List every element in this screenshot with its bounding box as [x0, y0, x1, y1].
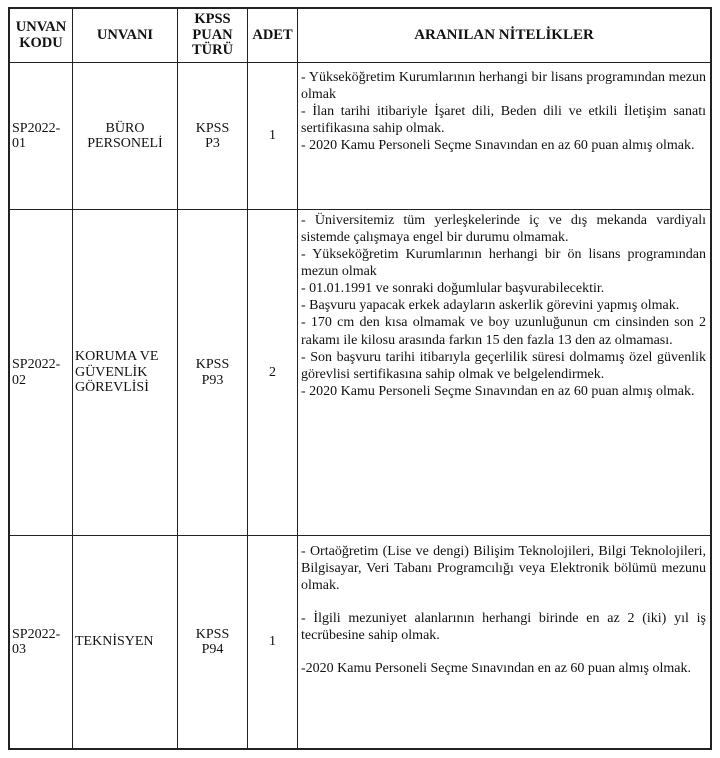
- header-puan: [178, 9, 248, 63]
- row-code-line1: SP2022-: [12, 357, 61, 373]
- row-code: [10, 210, 73, 536]
- table-row: [10, 210, 711, 536]
- row-requirements: [298, 210, 711, 536]
- requirement-item: - Üniversitemiz tüm yerleşkelerinde iç ve dış mekanda vardiyalı sistemde çalışmaya engel bir durumu olmamak.: [301, 213, 706, 246]
- row-puan-line2: P94: [201, 642, 224, 657]
- header-code-line1: UNVAN: [15, 18, 67, 35]
- job-requirements-table: [8, 7, 712, 750]
- header-puan-line1: KPSS: [194, 10, 231, 27]
- row-puan-line1: KPSS: [195, 120, 230, 136]
- row-requirements: [298, 63, 711, 210]
- header-row: [10, 9, 711, 63]
- row-puan: [178, 536, 248, 749]
- header-puan-line3: TÜRÜ: [191, 42, 234, 59]
- row-code-line1: SP2022-: [12, 120, 61, 136]
- row-requirements: [298, 536, 711, 749]
- requirement-item: - İlgili mezuniyet alanlarının herhangi birinde en az 2 (iki) yıl iş tecrübesine sahip olmak.: [301, 611, 706, 644]
- row-unvan-line1: KORUMA VE: [75, 349, 159, 365]
- requirement-item: - İlan tarihi itibariyle İşaret dili, Beden dili ve etkili İletişim sanatı sertifikasına sahip olmak.: [301, 104, 706, 137]
- row-puan: [178, 63, 248, 210]
- header-code-line2: KODU: [19, 34, 63, 51]
- header-nitelik: ARANILAN NİTELİKLER: [298, 9, 711, 63]
- row-code: [10, 536, 73, 749]
- row-code: [10, 63, 73, 210]
- requirement-item: - Ortaöğretim (Lise ve dengi) Bilişim Teknolojileri, Bilgi Teknolojileri, Bilgisayar, Veri Tabanı Programcılığı veya Elektronik bölümü mezunu olmak.: [301, 544, 706, 594]
- header-unvan: UNVANI: [73, 9, 178, 63]
- row-puan: [178, 210, 248, 536]
- requirement-item: - Yükseköğretim Kurumlarının herhangi bir lisans programından mezun olmak: [301, 70, 706, 103]
- requirement-item: - 170 cm den kısa olmamak ve boy uzunluğunun cm cinsinden son 2 rakamı ile kilosu arasında farkın 15 den fazla 13 den az olmaması.: [301, 315, 706, 348]
- row-unvan-line1: TEKNİSYEN: [75, 634, 154, 650]
- header-adet: ADET: [248, 9, 298, 63]
- row-unvan: [73, 536, 178, 749]
- row-unvan: [73, 210, 178, 536]
- header-code: [10, 9, 73, 63]
- row-puan-line1: KPSS: [195, 357, 230, 373]
- requirement-item: - Son başvuru tarihi itibarıyla geçerlilik süresi dolmamış özel güvenlik görevlisi sertifikasına sahip olmak ve belgelendirmek.: [301, 349, 706, 382]
- row-adet: 2: [248, 210, 298, 536]
- row-puan-line2: P3: [205, 136, 220, 151]
- header-puan-line2: PUAN: [192, 26, 233, 43]
- row-unvan-line2: PERSONELİ: [87, 136, 163, 151]
- row-code-line2: 01: [12, 136, 26, 151]
- requirement-item: -2020 Kamu Personeli Seçme Sınavından en az 60 puan almış olmak.: [301, 661, 691, 677]
- row-puan-line2: P93: [201, 372, 224, 388]
- row-puan-line1: KPSS: [195, 626, 230, 642]
- row-unvan-line1: BÜRO: [105, 120, 145, 136]
- row-code-line2: 02: [12, 372, 26, 388]
- requirement-item: - 2020 Kamu Personeli Seçme Sınavından en az 60 puan almış olmak.: [301, 383, 695, 399]
- row-unvan-line2: GÜVENLİK: [75, 364, 148, 380]
- row-code-line2: 03: [12, 642, 26, 657]
- row-unvan-line3: GÖREVLİSİ: [75, 380, 149, 396]
- requirement-item: - 01.01.1991 ve sonraki doğumlular başvurabilecektir.: [301, 281, 605, 297]
- row-adet: 1: [248, 536, 298, 749]
- requirement-item: - Yükseköğretim Kurumlarının herhangi bir ön lisans programından mezun olmak: [301, 247, 706, 280]
- requirement-item: - 2020 Kamu Personeli Seçme Sınavından en az 60 puan almış olmak.: [301, 138, 695, 154]
- table-row: [10, 536, 711, 749]
- row-unvan: [73, 63, 178, 210]
- row-adet: 1: [248, 63, 298, 210]
- row-code-line1: SP2022-: [12, 626, 61, 642]
- table-row: [10, 63, 711, 210]
- requirement-item: - Başvuru yapacak erkek adayların askerlik görevini yapmış olmak.: [301, 298, 680, 314]
